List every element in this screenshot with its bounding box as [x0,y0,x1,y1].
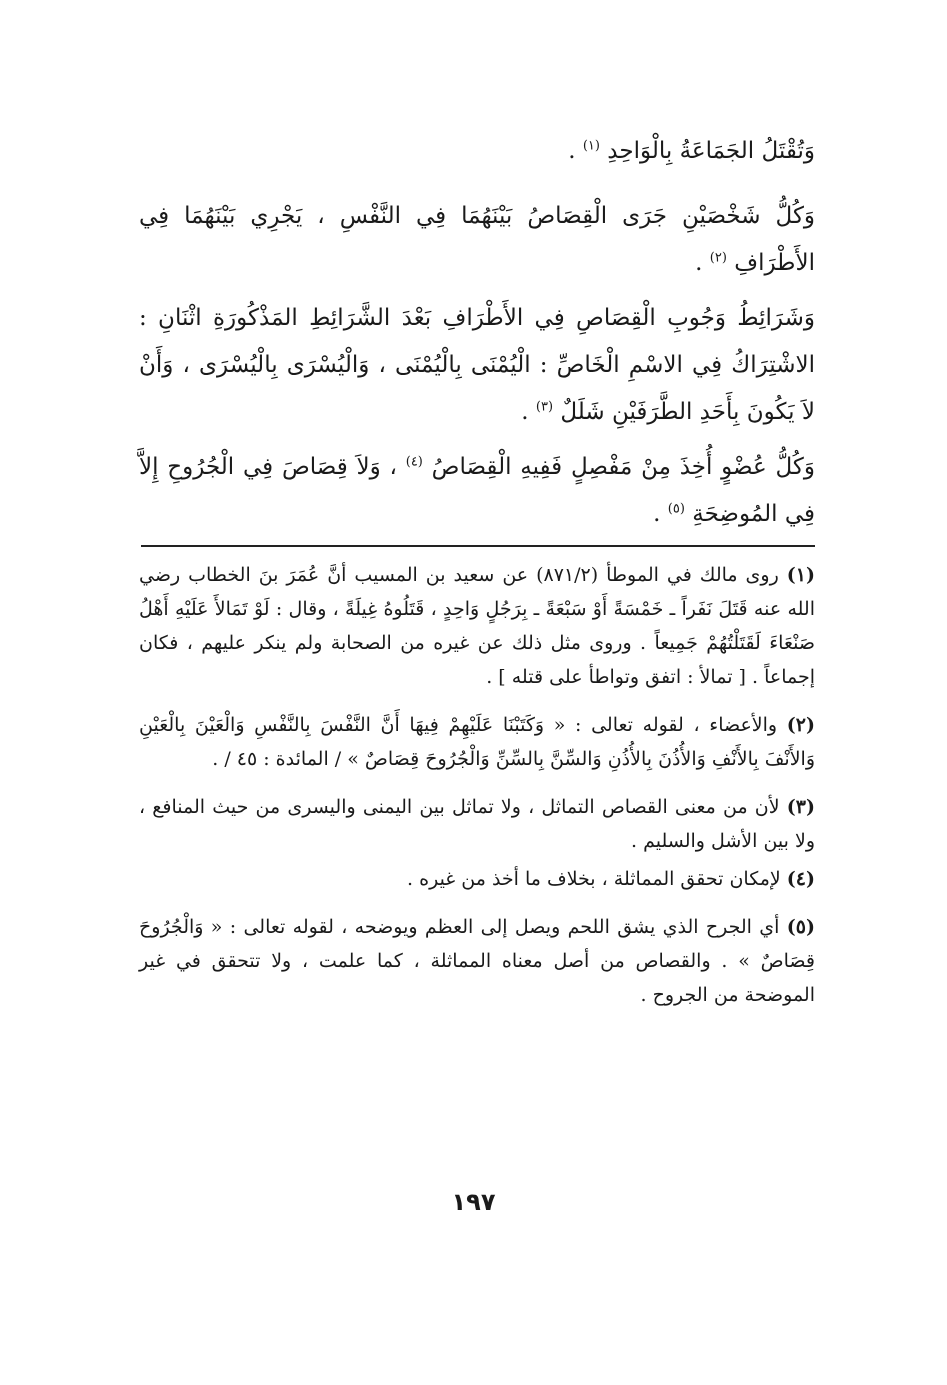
page-number: ١٩٧ [451,1188,496,1216]
paragraph-4 [139,444,815,538]
paragraph-1-end: . [568,138,576,164]
paragraph-2-text: وَكُلُّ شَخْصَيْنِ جَرَى الْقِصَاصُ بَيْنَهُمَا فِي النَّفْسِ ، يَجْرِي بَيْنَهُمَا فِي الأَطْرَافِ [139,203,815,276]
footnote-3-number: (٣) [786,796,815,818]
footnote-separator [141,545,815,547]
footnote-2-text: والأعضاء ، لقوله تعالى : « وَكَتَبْنَا عَلَيْهِمْ فِيهَا أَنَّ النَّفْسَ بِالنَّفْسِ وَالْعَيْنَ بِالْعَيْنِ وَالأَنْفَ بِالأَنْفِ وَالأُذُنَ بِالأُذُنِ وَالسِّنَّ بِالسِّنِّ وَالْجُرُوحَ قِصَاصٌ » / المائدة : ٤٥ / . [139,714,815,770]
footnote-marker-1: (١) [582,138,600,154]
paragraph-1-text: وَتُقْتَلُ الجَمَاعَةُ بِالْوَاحِدِ [607,138,815,164]
footnote-2-number: (٢) [786,714,815,736]
footnote-5-number: (٥) [786,916,815,938]
paragraph-3-text: وَشَرَائِطُ وَجُوبِ الْقِصَاصِ فِي الأَطْرَافِ بَعْدَ الشَّرَائِطِ المَذْكُورَةِ اثْنَانِ : الاشْتِرَاكُ فِي الاسْمِ الْخَاصِّ : الْيُمْنَى بِالْيُمْنَى ، وَالْيُسْرَى بِالْيُسْرَى ، وَأَنْ لاَ يَكُونَ بِأَحَدِ الطَّرَفَيْنِ شَلَلٌ [139,305,815,425]
main-text [139,128,815,556]
footnote-1-text: روى مالك في الموطأ (٨٧١/٢) عن سعيد بن المسيب أنَّ عُمَرَ بنَ الخطاب رضي الله عنه قَتَلَ نَفَراً ـ خَمْسَةً أَوْ سَبْعَةً ـ بِرَجُلٍ وَاحِدٍ ، قَتَلُوهُ غِيلَةً ، وقال : لَوْ تَمَالأَ عَلَيْهِ أَهْلُ صَنْعَاءَ لَقَتَلْتُهُمْ جَمِيعاً . وروى مثل ذلك عن غيره من الصحابة ولم ينكر عليهم ، فكان إجماعاً . [ تمالأ : اتفق وتواطأ على قتله ] . [139,564,815,688]
footnote-marker-4: (٤) [405,454,423,470]
footnote-1 [139,558,815,694]
footnote-4 [139,862,815,896]
footnote-1-number: (١) [786,564,815,586]
footnote-marker-2: (٢) [709,250,727,266]
footnote-3-text: لأن من معنى القصاص التماثل ، ولا تماثل بين اليمنى واليسرى من حيث المنافع ، ولا بين الأشل والسليم . [139,796,815,852]
footnote-marker-3: (٣) [535,399,554,415]
paragraph-3-end: . [521,399,529,425]
footnotes [139,558,815,1026]
footnote-3 [139,790,815,858]
paragraph-4-text: وَكُلُّ عُضْوٍ أُخِذَ مِنْ مَفْصِلٍ فَفِيهِ الْقِصَاصُ [431,454,815,480]
paragraph-4-middle: ، وَلاَ قِصَاصَ فِي الْجُرُوحِ إِلاَّ فِي المُوضِحَةِ [139,454,815,527]
footnote-marker-5: (٥) [667,501,685,517]
footnote-5 [139,910,815,1012]
footnote-5-text: أي الجرح الذي يشق اللحم ويصل إلى العظم ويوضحه ، لقوله تعالى : « وَالْجُرُوحَ قِصَاصٌ » . والقصاص من أصل معناه المماثلة ، كما علمت ، ولا تتحقق في غير الموضحة من الجروح . [139,916,815,1006]
paragraph-3 [139,295,815,436]
footnote-4-text: لإمكان تحقق المماثلة ، بخلاف ما أخذ من غيره . [407,868,781,890]
paragraph-2-end: . [695,250,703,276]
footnote-2 [139,708,815,776]
paragraph-1 [139,128,815,175]
footnote-4-number: (٤) [786,868,815,890]
paragraph-4-end: . [653,501,661,527]
paragraph-2 [139,193,815,287]
